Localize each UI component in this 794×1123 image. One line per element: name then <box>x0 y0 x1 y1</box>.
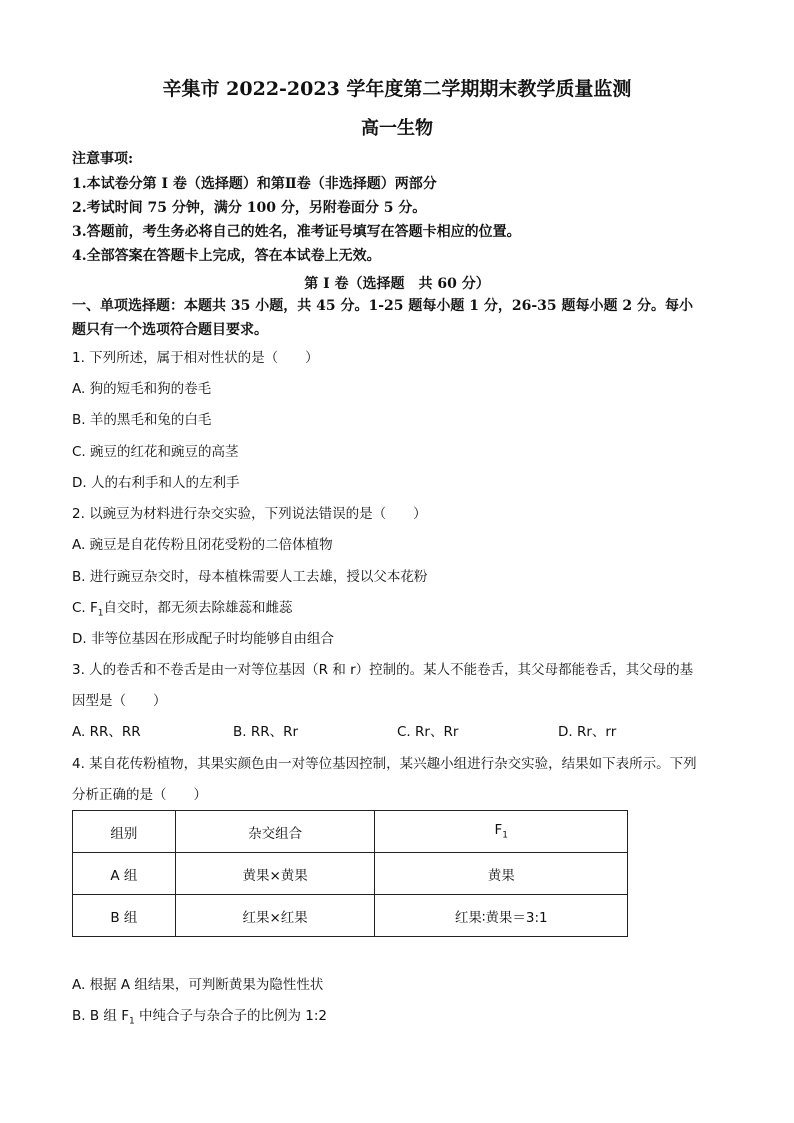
table-row <box>73 853 628 895</box>
q1-stem: 1. 下列所述，属于相对性状的是（ ） <box>72 350 319 366</box>
q4-option-b-rest: 中纯合子与杂合子的比例为 1:2 <box>134 1008 327 1024</box>
notice-item-4: 4.全部答案在答题卡上完成，答在本试卷上无效。 <box>72 248 381 264</box>
section-instruction-1: 一、单项选择题：本题共 35 小题，共 45 分。1-25 题每小题 1 分，26-35 题每小题 2 分。每小 <box>72 298 693 314</box>
notice-item-2: 2.考试时间 75 分钟，满分 100 分，另附卷面分 5 分。 <box>72 200 427 216</box>
q1-option-a: A. 狗的短毛和狗的卷毛 <box>72 381 212 397</box>
q3-stem-line-1: 3. 人的卷舌和不卷舌是由一对等位基因（R 和 r）控制的。某人不能卷舌，其父母都能卷舌，其父母的基 <box>72 662 694 678</box>
q2-option-d: D. 非等位基因在形成配子时均能够自由组合 <box>72 631 334 647</box>
q1-option-d: D. 人的右利手和人的左利手 <box>72 475 240 491</box>
table-cell-f1: 黄果 <box>375 853 628 895</box>
table-cell-cross: 黄果×黄果 <box>175 853 375 895</box>
notice-heading: 注意事项: <box>72 151 134 167</box>
table-cell-group: A 组 <box>73 853 176 895</box>
q3-option-b: B. RR、Rr <box>233 724 299 740</box>
table-header-cross: 杂交组合 <box>175 811 375 853</box>
section-instruction-2: 题只有一个选项符合题目要求。 <box>72 322 268 338</box>
table-header-row <box>73 811 628 853</box>
table-cell-f1: 红果∶黄果＝3:1 <box>375 895 628 937</box>
q2-option-c-rest: 自交时，都无须去除雄蕊和雌蕊 <box>103 600 293 616</box>
exam-subject: 高一生物 <box>361 118 433 139</box>
section-title: 第 I 卷（选择题 共 60 分） <box>304 276 490 292</box>
q4-option-b-prefix: B. B 组 F <box>72 1008 129 1024</box>
q3-option-a: A. RR、RR <box>72 724 141 740</box>
table-header-f1 <box>375 811 628 853</box>
q4-option-b <box>72 1007 327 1031</box>
table-cell-cross: 红果×红果 <box>175 895 375 937</box>
table-header-group: 组别 <box>73 811 176 853</box>
q3-stem-line-2: 因型是（ ） <box>72 693 167 709</box>
exam-title: 辛集市 2022-2023 学年度第二学期期末教学质量监测 <box>162 78 632 100</box>
q2-option-c <box>72 599 293 623</box>
q2-stem: 2. 以豌豆为材料进行杂交实验，下列说法错误的是（ ） <box>72 506 427 522</box>
table-row <box>73 895 628 937</box>
table-cell-group: B 组 <box>73 895 176 937</box>
notice-item-1: 1.本试卷分第 I 卷（选择题）和第Ⅱ卷（非选择题）两部分 <box>72 176 437 192</box>
q2-option-b: B. 进行豌豆杂交时，母本植株需要人工去雄，授以父本花粉 <box>72 569 428 585</box>
notice-item-3: 3.答题前，考生务必将自己的姓名，准考证号填写在答题卡相应的位置。 <box>72 224 521 240</box>
q1-option-b: B. 羊的黑毛和兔的白毛 <box>72 412 212 428</box>
q4-option-b-sub: 1 <box>128 1016 135 1027</box>
table-header-f1-letter: F <box>494 822 503 839</box>
table-header-f1-sub: 1 <box>502 830 508 841</box>
q2-option-c-sub: 1 <box>97 608 104 619</box>
q2-option-a: A. 豌豆是自花传粉且闭花受粉的二倍体植物 <box>72 537 333 553</box>
q4-stem-line-2: 分析正确的是（ ） <box>72 787 207 803</box>
q1-option-c: C. 豌豆的红花和豌豆的高茎 <box>72 444 239 460</box>
q4-results-table <box>72 810 628 937</box>
q2-option-c-prefix: C. F <box>72 600 98 616</box>
q4-stem-line-1: 4. 某自花传粉植物，其果实颜色由一对等位基因控制，某兴趣小组进行杂交实验，结果如下表所示。下列 <box>72 756 697 772</box>
q3-option-c: C. Rr、Rr <box>397 724 459 740</box>
q3-option-d: D. Rr、rr <box>558 724 617 740</box>
q4-option-a: A. 根据 A 组结果，可判断黄果为隐性性状 <box>72 977 324 993</box>
